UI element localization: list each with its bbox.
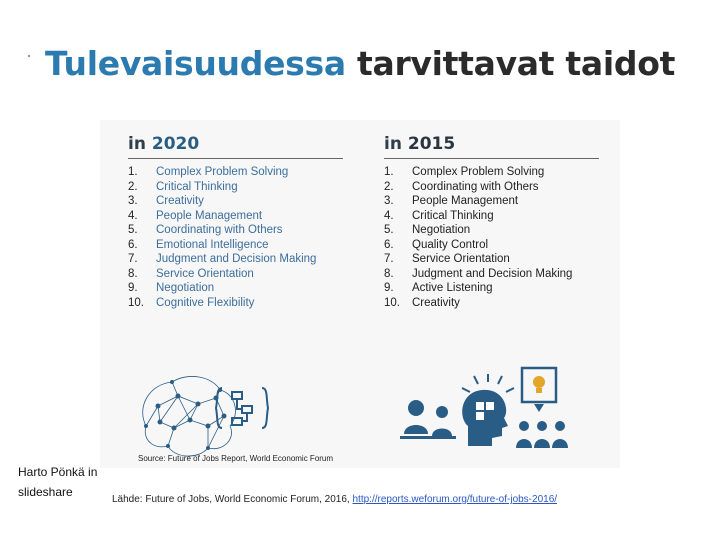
list-item [384,238,604,253]
list-item [128,252,348,267]
skill-label: Negotiation [412,224,471,236]
skill-label: People Management [156,209,263,222]
skill-label: Service Orientation [412,253,510,265]
list-item [384,209,604,224]
list-item [384,281,604,296]
skills-2020-list [128,165,348,310]
list-item [384,194,604,209]
braces-flowchart-icon [212,378,272,438]
skills-2020-heading [128,134,348,154]
skill-label: Complex Problem Solving [156,166,289,178]
item-number: 6. [384,238,394,251]
item-number: 7. [128,253,138,265]
heading-rule [384,158,599,159]
list-item [128,267,348,282]
heading-year: 2015 [407,134,456,154]
credit-line-1: Harto Pönkä in [18,465,98,479]
list-item [384,267,604,282]
source-link[interactable]: http://reports.weforum.org/future-of-jobs-2016/ [352,494,558,505]
skill-label: Coordinating with Others [156,224,283,236]
skill-label: Creativity [156,195,204,207]
footer-text: Lähde: Future of Jobs, World Economic Forum, 2016, [112,494,350,505]
skills-2015-list [384,165,604,310]
list-item [384,223,604,238]
skill-label: Creativity [412,296,460,309]
list-item [128,238,348,253]
item-number: 10. [384,296,400,309]
item-number: 9. [384,282,394,294]
item-number: 8. [128,267,138,280]
item-number: 6. [128,238,138,251]
item-number: 2. [128,180,138,193]
skill-label: Cognitive Flexibility [156,296,255,309]
skill-label: Coordinating with Others [412,180,539,193]
item-number: 10. [128,296,144,309]
skill-label: Quality Control [412,238,489,251]
heading-prefix: in [128,134,146,154]
list-item [128,223,348,238]
skill-label: Critical Thinking [156,180,238,193]
list-item [384,180,604,195]
skill-label: People Management [412,195,519,207]
title-accent: Tulevaisuudessa [44,44,346,83]
item-number: 4. [384,209,394,222]
item-number: 5. [384,224,394,236]
list-item [384,165,604,180]
item-number: 1. [128,166,138,178]
skill-label: Judgment and Decision Making [156,253,317,265]
skills-2020-column [128,134,348,310]
heading-rule [128,158,343,159]
item-number: 5. [128,224,138,236]
list-item [128,281,348,296]
author-credit [18,462,97,502]
item-number: 4. [128,209,138,222]
slide-title [0,44,720,83]
item-number: 7. [384,253,394,265]
skill-label: Service Orientation [156,267,254,280]
item-number: 3. [128,195,138,207]
item-number: 3. [384,195,394,207]
list-item [128,209,348,224]
people-team-idea-icon [396,356,596,456]
skills-2015-heading [384,134,604,154]
list-item [128,296,348,311]
skills-2015-column [384,134,604,310]
skill-label: Negotiation [156,282,215,294]
list-item [128,180,348,195]
heading-prefix: in [384,134,402,154]
heading-year: 2020 [151,134,200,154]
item-number: 1. [384,166,394,178]
skill-label: Active Listening [412,282,493,294]
source-note: Source: Future of Jobs Report, World Economic Forum [138,454,334,463]
skill-label: Emotional Intelligence [156,238,269,251]
skill-label: Complex Problem Solving [412,166,545,178]
list-item [128,194,348,209]
source-footer [112,494,557,505]
item-number: 2. [384,180,394,193]
item-number: 9. [128,282,138,294]
skill-label: Critical Thinking [412,209,494,222]
skill-label: Judgment and Decision Making [412,267,573,280]
item-number: 8. [384,267,394,280]
credit-line-2: slideshare [18,485,73,499]
list-item [384,296,604,311]
list-item [384,252,604,267]
list-item [128,165,348,180]
skills-infographic [100,120,620,468]
title-rest: tarvittavat taidot [357,44,676,83]
